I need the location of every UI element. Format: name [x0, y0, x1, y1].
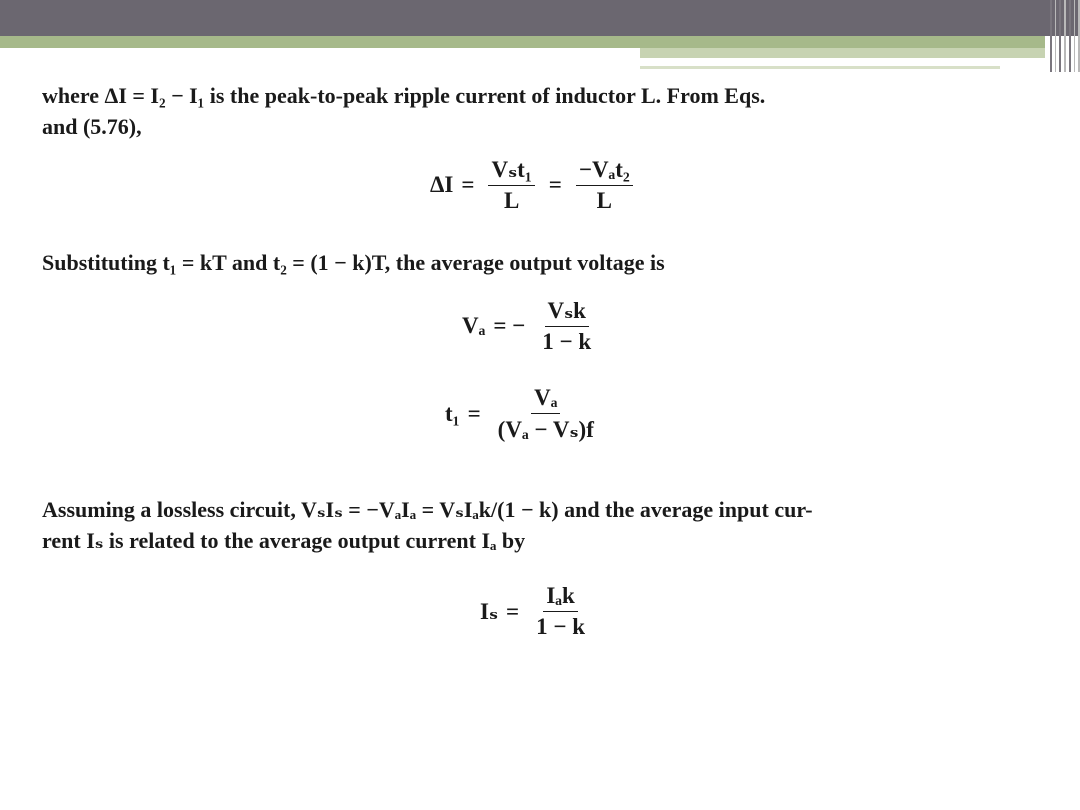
equation-lhs: ΔI: [430, 172, 454, 197]
fraction: [576, 157, 633, 214]
equals-sign: =: [461, 172, 475, 197]
fraction: [539, 297, 594, 355]
paragraph-lossless-circuit: [42, 494, 1052, 556]
equals-sign: =: [506, 598, 520, 624]
denominator: L: [503, 188, 520, 213]
equation-lhs: Vₐ: [462, 313, 486, 338]
paragraph-line: Substituting t₁ = kT and t₂ = (1 − k)T, the average output voltage is: [42, 250, 665, 275]
paragraph-line: where ΔI = I₂ − I₁ is the peak-to-peak ripple current of inductor L. From Eqs.: [42, 83, 766, 108]
equals-sign: = −: [493, 313, 526, 338]
fraction: [488, 156, 534, 214]
denominator: L: [596, 187, 613, 213]
paragraph-line: and (5.76),: [42, 114, 142, 139]
equation-delta-i: [430, 156, 639, 214]
fraction: [533, 583, 588, 640]
paragraph-line: rent Iₛ is related to the average output current Iₐ by: [42, 528, 526, 553]
denominator: (Vₐ − Vₛ)f: [497, 417, 594, 442]
denominator: 1 − k: [536, 614, 586, 639]
equation-t1: [445, 385, 603, 443]
equals-sign: =: [467, 401, 481, 426]
paragraph-substitution: [42, 247, 992, 278]
numerator: Vₛk: [545, 297, 589, 327]
equals-sign: =: [548, 172, 562, 197]
paragraph-line: Assuming a lossless circuit, VₛIₛ = −VₐIₐ = VₛIₐk/(1 − k) and the average input cur-: [42, 497, 813, 522]
equation-output-voltage: [462, 297, 600, 355]
numerator: Vₐ: [531, 385, 560, 414]
equation-lhs: Iₛ: [480, 599, 499, 624]
fraction: [495, 385, 597, 443]
equation-lhs: t₁: [445, 401, 460, 426]
paragraph-ripple-current: [42, 80, 992, 142]
equation-input-current: [480, 583, 594, 640]
denominator: 1 − k: [542, 329, 592, 354]
numerator: −Vₐt₂: [576, 157, 633, 186]
numerator: Iₐk: [543, 583, 577, 612]
numerator: Vₛt₁: [488, 156, 534, 186]
